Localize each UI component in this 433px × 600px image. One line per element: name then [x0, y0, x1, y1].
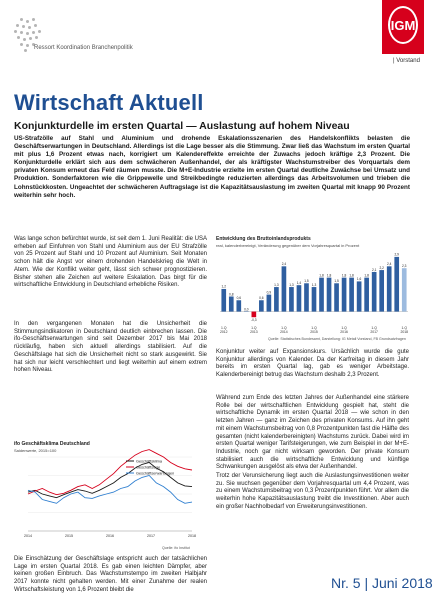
dot [20, 18, 23, 21]
dot [32, 31, 35, 34]
bar-value-label: 0,9 [266, 290, 272, 295]
bar-value-label: 1,4 [296, 280, 302, 285]
bar [304, 283, 309, 311]
vorstand-label: | Vorstand [393, 58, 420, 64]
bar-value-label: 1,8 [364, 273, 369, 278]
bar-value-label: 1,3 [274, 282, 279, 287]
line-chart-source: Quelle: ifo Institut [162, 546, 190, 550]
dot [26, 20, 29, 23]
line-chart-subtitle: Saldenwerte, 2015=100 [14, 448, 57, 453]
line-series-0 [28, 463, 192, 498]
dot [23, 38, 26, 41]
bar [394, 257, 399, 312]
bar-value-label: 1,2 [221, 284, 226, 289]
bar [379, 270, 384, 311]
bar [282, 266, 287, 311]
bar-chart-source: Quelle: Statistisches Bundesamt, Darstellung: IG Metall Vorstand, FB Grundsatzfragen [268, 337, 406, 341]
bar-value-label: 1,8 [349, 273, 354, 278]
bar [229, 296, 234, 311]
line-tick-label: 2015 [65, 534, 73, 538]
line-series-2 [28, 476, 192, 504]
bar-tick-label: 2015 [310, 330, 318, 334]
lead-paragraph: US-Strafzölle auf Stahl und Aluminium und drohende Eskalationsszenarien des Handelskonflikts belasten die Geschäftserwartungen in Deutschland. Allerdings ist die Lage besser als die Stimmung. Zwar ließ das Wachstum im ersten Quartal mit plus 1,6 Prozent etwas nach, korrigiert um Kalendereffekte erreichte der Zuwachs jedoch kräftige 2,3 Prozent. Die Konjunkturdelle erklärt sich aus dem schwächeren Außenhandel, der als kräftigster Wachstumstreiber des Vorquartals dem privaten Konsum erneut das Feld räumen musste. Die M+E-Industrie erzielte im ersten Quartal deutliche Zuwächse bei Umsatz und Produktion. Sonderfaktoren wie die Grippewelle und Streikbedingte reduzierten allerdings das Arbeitsvolumen und trieben die Lohnstückkosten. Ungeachtet der schwächeren Auftragslage ist die Kapazitätsauslastung im zweiten Quartal mit knapp 90 Prozent weiterhin sehr hoch. [14, 135, 410, 199]
dot [28, 26, 31, 29]
line-chart-svg [14, 453, 207, 547]
dot [17, 36, 20, 39]
bar-tick-label: 1.Q [401, 326, 407, 330]
bar-chart [216, 236, 412, 344]
bar [267, 295, 272, 312]
page-subtitle: Konjunkturdelle im ersten Quartal — Auslastung auf hohem Niveau [14, 120, 350, 132]
line-chart-title: ifo Geschäftsklima Deutschland [14, 441, 90, 447]
bar [312, 287, 317, 312]
bar-value-label: 0,6 [236, 296, 242, 301]
text-block-4: Konjunktur weiter auf Expansionskurs. Ursächlich wurde die gute Konjunktur allerdings von Kalender. Da der Karfreitag in diesem Jahr bereits im ersten Quartal lag, gab es weniger Arbeitstage. Kalenderbereinigt betrug das Wachstum deshalb 2,3 Prozent. [216, 349, 409, 379]
dot [34, 24, 37, 27]
bar-value-label: 0,0 [244, 307, 249, 312]
bar [289, 287, 294, 312]
dot [26, 44, 29, 47]
bar-value-label: 1,8 [326, 273, 332, 278]
bar [297, 285, 302, 311]
bar [402, 268, 407, 311]
bar-chart-svg [216, 249, 412, 337]
bar-value-label: 0,8 [229, 292, 234, 297]
page-title: Wirtschaft Aktuell [14, 90, 204, 115]
dot [20, 43, 23, 46]
bar [221, 289, 226, 312]
bar-value-label: 0,6 [259, 296, 264, 301]
bar [252, 312, 257, 318]
bar-value-label: 2,1 [371, 267, 377, 272]
bar-value-label: 1,6 [356, 277, 362, 282]
bar-value-label: 2,3 [402, 264, 407, 268]
bar-tick-label: 1.Q [371, 326, 377, 330]
text-block-6: Trotz der Verunsicherung liegt auch die Auslastungsinvestitionen weiter zu. Sie wuchsen gegenüber dem Vorjahresquartal um 4,4 Prozent, was zu einem Wachstumsbeitrag von 0,3 Prozentpunkten führt. Vor allem die weiterhin hohe Kapazitätsauslastung treibt die Investitionen. Aber auch ein großer Nachholbedarf von Erweiterungsinvestitionen. [216, 473, 409, 510]
text-block-1: Was lange schon befürchtet wurde, ist seit dem 1. Juni Realität: die USA erheben auf Einfuhren von Stahl und Aluminium aus der EU Strafzölle von 25 Prozent auf Stahl und 10 Prozent auf Aluminium. Seit Monaten schon hält die Angst vor einem drohenden Handelskrieg die Welt in Atem. Wie der Konflikt weiter geht, lässt sich schwer prognostizieren. Bisher stehen alle Zeichen auf weitere Eskalation. Das birgt für die wirtschaftliche Entwicklung in Deutschland erhebliche Risiken. [14, 236, 207, 289]
ressort-label: Ressort Koordination Branchenpolitik [34, 45, 133, 51]
bar [357, 281, 362, 311]
text-block-2: In den vergangenen Monaten hat die Unsicherheit die Stimmungsindikatoren in Deutschland deutlich einbrechen lassen. Die ifo-Geschäftserwartungen sind seit Dezember 2017 bis Mai 2018 rückläufig, haben sich aktuell allerdings stabilisiert. Auf die Geschäftslage hat sich die Unsicherheit nicht so stark ausgewirkt. Sie hat sich nur leicht verschlechtert und liegt weiterhin auf einem extrem hohen Niveau. [14, 321, 207, 374]
bar-tick-label: 1.Q [341, 326, 347, 330]
dots-decoration [12, 18, 42, 58]
bar [274, 287, 279, 312]
bar-value-label: 1,3 [311, 282, 317, 287]
line-tick-label: 2014 [24, 534, 32, 538]
dot [29, 37, 32, 40]
text-block-3: Die Einschätzung der Geschäftslage entspricht auch der tatsächlichen Lage im ersten Quartal 2018. Es gab einen leichten Dämpfer, aber keinen großen Einbruch. Das Wachstumstempo im zweiten Halbjahr 2017 konnte nicht gehalten werden. Mit einer Zunahme der realen Wirtschaftsleistung von 1,6 Prozent bleibt die [14, 556, 207, 593]
dot [20, 31, 23, 34]
bar [364, 278, 369, 312]
bar-tick-label: 2014 [280, 330, 288, 334]
bar-value-label: 1,8 [341, 273, 347, 278]
bar-value-label: 2,9 [394, 252, 399, 257]
bar [236, 300, 241, 311]
dot [16, 24, 19, 27]
legend-label: Geschäftslage [136, 465, 161, 470]
bar-value-label: 1,5 [334, 279, 339, 284]
bar-tick-label: 1.Q [251, 326, 257, 330]
dot [35, 36, 38, 39]
bar-value-label: 2,4 [386, 262, 392, 267]
bar-tick-label: 2012 [219, 330, 228, 334]
dot [24, 49, 27, 52]
dot [38, 30, 41, 33]
bar-value-label: 1,8 [319, 273, 324, 278]
bar [259, 300, 264, 311]
bar-tick-label: 2016 [340, 330, 348, 334]
issue-number: Nr. 5 | Juni 2018 [331, 575, 433, 591]
legend-label: Geschäftsklima [136, 459, 162, 464]
bar-tick-label: 2018 [400, 330, 409, 334]
ig-metall-logo-mark: IGM [388, 6, 418, 44]
line-chart [14, 441, 207, 553]
bar-value-label: 1,5 [304, 279, 309, 284]
bar [342, 278, 347, 312]
bar-tick-label: 2017 [370, 330, 378, 334]
bar [372, 272, 377, 312]
line-tick-label: 2016 [106, 534, 114, 538]
text-block-5: Während zum Ende des letzten Jahres der Außenhandel eine stärkere Rolle bei der wirtschaftlichen Entwicklung gespielt hat, steht die wirtschaftliche Dynamik im ersten Quartal 2018 — wie schon in den letzten Jahren — ganz im Zeichen des privaten Konsums. Auf ihn geht mit einem Wachstumsbeitrag von 0,8 Prozentpunkten fast die Hälfte des gesamten (nicht kalenderbereinigten) Wachstums zurück. Dabei wird im ersten Quartal weniger Tarifsteigerungen, wie zum Beispiel in der M+E-Industrie, noch gar nicht wirksam geworden. Der private Konsum stabilisiert auch die wirtschaftliche Entwicklung und künftige Schwankungen ausgelöst als etwa der Außenhandel. [216, 395, 409, 471]
bar-value-label: 1,3 [289, 282, 294, 287]
bar-chart-subtitle: real, kalenderbereinigt, Veränderung gegenüber dem Vorjahresquartal in Prozent [216, 243, 360, 248]
dot [26, 32, 29, 35]
bar-tick-label: 1.Q [221, 326, 227, 330]
bar [349, 278, 354, 312]
bar [387, 266, 392, 311]
bar-chart-title: Entwicklung des Bruttoinlandsprodukts [216, 236, 311, 242]
dot [14, 30, 17, 33]
bar [334, 283, 339, 311]
bar-value-label: 2,4 [281, 262, 287, 267]
bar-value-label: 2,2 [379, 265, 384, 270]
bar-value-label: -0,3 [251, 318, 257, 323]
bar-tick-label: 1.Q [311, 326, 317, 330]
bar-tick-label: 1.Q [281, 326, 287, 330]
legend-label: Geschäftserwartungen [136, 471, 175, 476]
ig-metall-logo [382, 0, 424, 54]
dot [22, 25, 25, 28]
bar-tick-label: 2013 [250, 330, 258, 334]
line-tick-label: 2018 [188, 534, 196, 538]
line-tick-label: 2017 [147, 534, 155, 538]
dot [32, 18, 35, 21]
bar [319, 278, 324, 312]
bar [327, 278, 332, 312]
